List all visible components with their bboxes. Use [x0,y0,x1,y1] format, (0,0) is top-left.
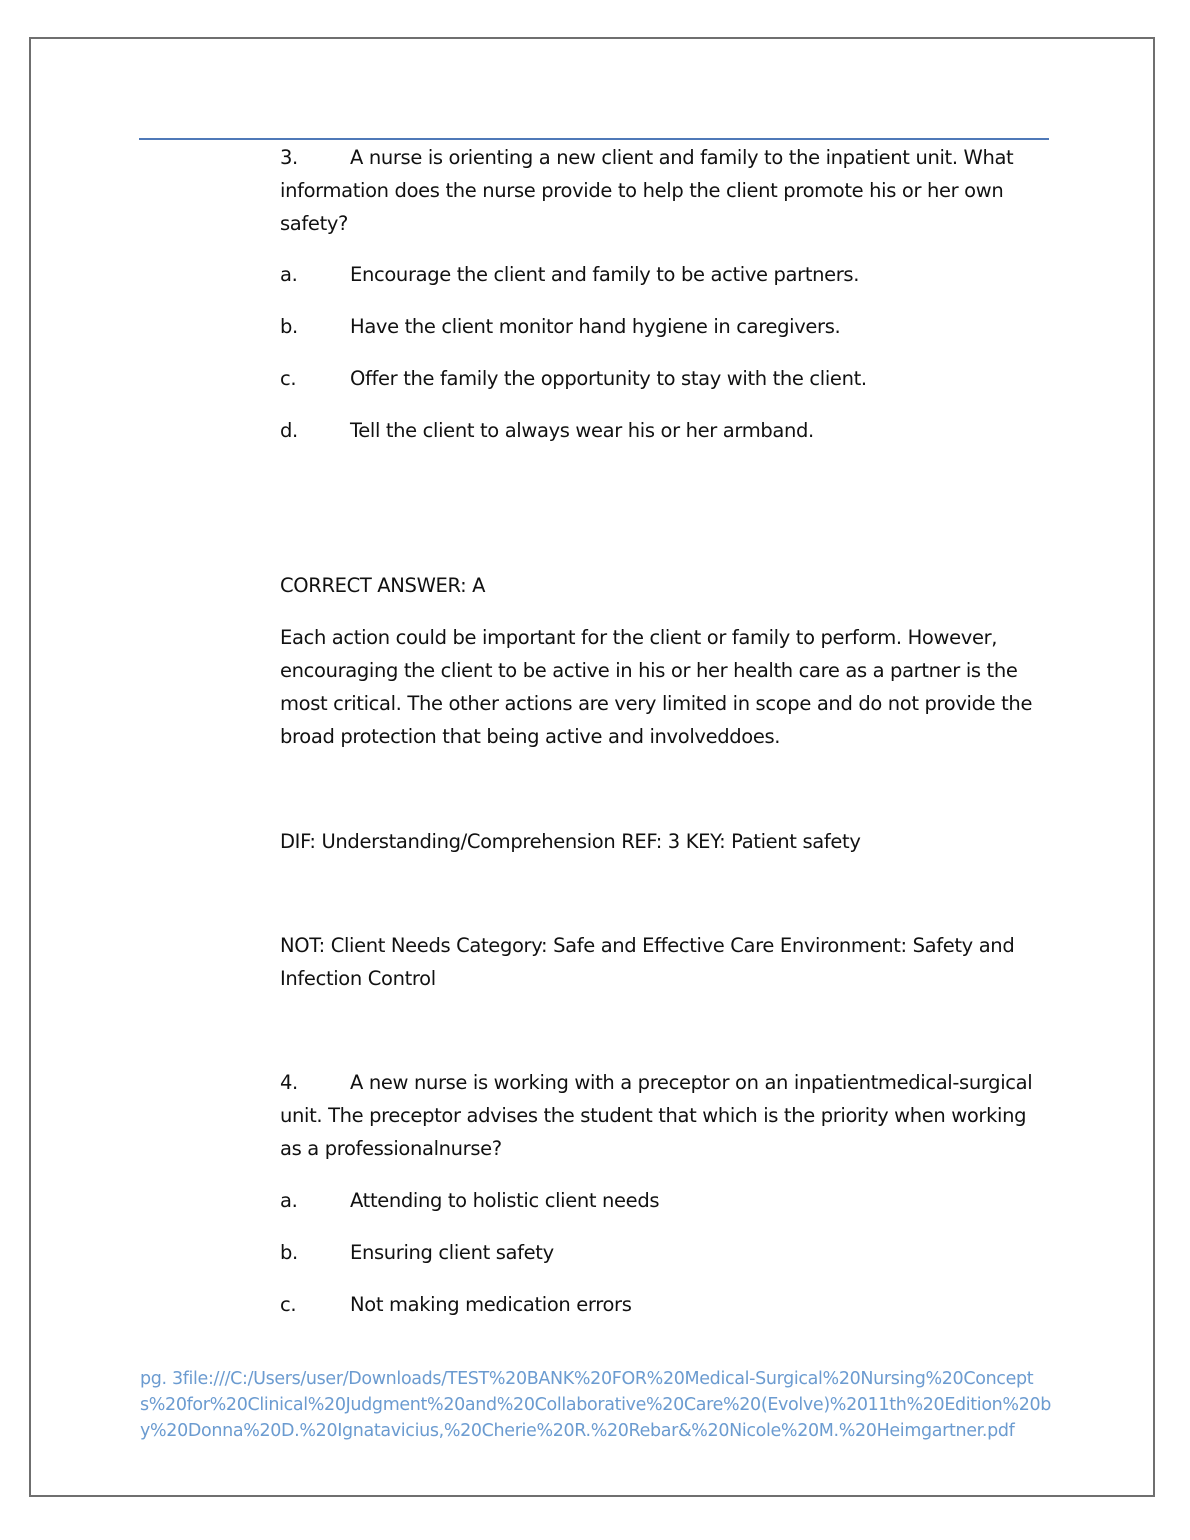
correct-answer: CORRECT ANSWER: A [280,574,486,597]
question-text: A nurse is orienting a new client and family to the inpatient unit. What information does the nurse provide to help the client promote his or her own safety? [280,146,1014,235]
question-4-stem [280,1066,1052,1165]
question-3-option-b [280,310,1052,343]
option-text: Ensuring client safety [350,1241,554,1264]
option-letter: a. [280,1189,298,1212]
question-3-stem [280,141,1052,240]
question-3-option-d [280,414,1052,447]
question-3-option-a [280,258,1052,291]
option-text: Offer the family the opportunity to stay with the client. [350,367,867,390]
not-client-needs: NOT: Client Needs Category: Safe and Effective Care Environment: Safety and Infection Control [280,934,1015,990]
option-text: Not making medication errors [350,1293,632,1316]
option-letter: c. [280,1293,297,1316]
option-letter: b. [280,1241,298,1264]
question-4-option-c [280,1288,1052,1321]
document-body [280,141,1052,1321]
header-rule [139,138,1049,140]
question-number: 3. [280,146,298,169]
question-3-option-c [280,362,1052,395]
option-letter: c. [280,367,297,390]
rationale: Each action could be important for the client or family to perform. However, encouraging the client to be active in his or her health care as a partner is the most critical. The other actions are very limited in scope and do not provide the broad protection that being active and involveddoes. [280,626,1033,748]
question-4-option-a [280,1184,1052,1217]
option-letter: d. [280,419,298,442]
option-letter: a. [280,263,298,286]
question-number: 4. [280,1071,298,1094]
dif-ref-key: DIF: Understanding/Comprehension REF: 3 KEY: Patient safety [280,830,861,853]
option-text: Have the client monitor hand hygiene in caregivers. [350,315,841,338]
question-text: A new nurse is working with a preceptor on an inpatientmedical-surgical unit. The preceptor advises the student that which is the priority when working as a professionalnurse? [280,1071,1033,1160]
option-text: Encourage the client and family to be active partners. [350,263,860,286]
option-letter: b. [280,315,298,338]
footer-file-path: pg. 3file:///C:/Users/user/Downloads/TEST%20BANK%20FOR%20Medical-Surgical%20Nursing%20Concepts%20for%20Clinical%20Judgment%20and%20Collaborative%20Care%20(Evolve)%2011th%20Edition%20by%20Donna%20D.%20Ignatavicius,%20Cherie%20R.%20Rebar&%20Nicole%20M.%20Heimgartner.pdf [140,1369,1052,1441]
option-text: Attending to holistic client needs [350,1189,660,1212]
option-text: Tell the client to always wear his or her armband. [350,419,814,442]
question-4-option-b [280,1236,1052,1269]
